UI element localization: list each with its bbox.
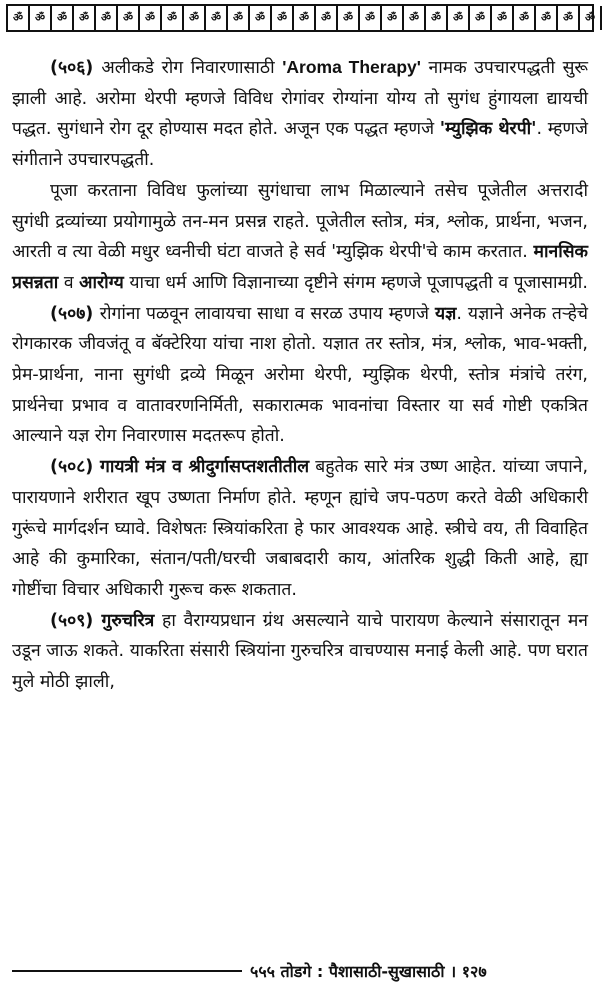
border-om-glyph: ॐ [294,6,316,30]
text-segment: गायत्री मंत्र व श्रीदुर्गासप्तशतीतील [99,457,310,478]
border-om-glyph: ॐ [360,6,382,30]
border-om-glyph: ॐ [382,6,404,30]
page-body [12,52,588,698]
text-segment: . म्हणजे संगीताने उपचारपद्धती. [12,119,589,171]
footer-text: ५५५ तोडगे : पैशासाठी-सुखासाठी । १२७ [250,962,487,981]
border-om-glyph: ॐ [30,6,52,30]
text-segment: हा वैराग्यप्रधान ग्रंथ असल्याने याचे पारायण केल्याने संसारातून मन उडून जाऊ शकते. याकरिता संसारी स्त्रियांना गुरुचरित्र वाचण्यास मनाई केली आहे. पण घरात मुले मोठी झाली, [12,610,589,693]
text-segment: 'Aroma Therapy' [282,57,421,77]
text-segment: नामक उपचारपद्धती सुरू झाली आहे. अरोमा थेरपी म्हणजे विविध रोगांवर रोग्यांना योग्य तो सुगंध हुंगायला द्यायची पद्धत. सुगंधाने रोग दूर होण्यास मदत होते. अजून एक पद्धत म्हणजे [12,58,589,140]
text-segment: . यज्ञाने अनेक तऱ्हेचे रोगकारक जीवजंतू व बॅक्टेरिया यांचा नाश होतो. यज्ञात तर स्तोत्र, मंत्र, श्लोक, भाव-भक्ती, प्रेम-प्रार्थना, नाना सुगंधी द्रव्ये मिळून अरोमा थेरपी, म्युझिक थेरपी, स्तोत्र मंत्रांचे तरंग, प्रार्थनेचा प्रभाव व वातावरणनिर्मिती, सकारात्मक भावनांचा विस्तार या सर्व गोष्टी एकत्रित आल्याने यज्ञ रोग निवारणास मदतरूप होतो. [12,303,588,447]
border-om-glyph: ॐ [272,6,294,30]
text-segment: मानसिक प्रसन्नता [12,242,588,293]
border-om-glyph: ॐ [140,6,162,30]
text-segment: (५०७) [50,303,100,324]
border-om-glyph: ॐ [184,6,206,30]
border-om-glyph: ॐ [426,6,448,30]
text-segment: यज्ञ [434,303,457,324]
text-segment: बहुतेक सारे मंत्र उष्ण आहेत. यांच्या जपाने, पारायणाने शरीरात खूप उष्णता निर्माण होते. म्हणून ह्यांचे जप-पठण करते वेळी अधिकारी गुरूंचे मार्गदर्शन घ्यावे. विशेषतः स्त्रियांकरिता हे फार आवश्यक आहे. स्त्रीचे वय, ती विवाहित आहे की कुमारिका, संतान/पती/घरची जबाबदारी काय, आंतरिक शुद्धी किती आहे, ह्या गोष्टींचा विचार अधिकारी गुरूच करू शकतात. [12,457,589,600]
footer-rule [12,970,242,972]
border-om-glyph: ॐ [228,6,250,30]
decorative-top-border [6,4,594,32]
text-segment: 'म्युझिक थेरपी' [439,119,537,140]
border-om-glyph: ॐ [52,6,74,30]
text-segment: आरोग्य [79,272,124,293]
border-om-glyph: ॐ [316,6,338,30]
text-segment: रोगांना पळवून लावायचा साधा व सरळ उपाय म्हणजे [99,303,435,324]
border-om-glyph: ॐ [580,6,602,30]
border-om-glyph: ॐ [536,6,558,30]
border-om-glyph: ॐ [514,6,536,30]
text-segment: अलीकडे रोग निवारणासाठी [101,58,283,78]
paragraph-506 [12,52,588,176]
border-om-glyph: ॐ [74,6,96,30]
border-om-glyph: ॐ [492,6,514,30]
border-om-glyph: ॐ [250,6,272,30]
border-om-glyph: ॐ [118,6,140,30]
paragraph-508 [12,452,588,606]
text-segment: (५०८) [50,457,100,478]
page-footer [12,958,588,984]
border-om-glyph: ॐ [338,6,360,30]
text-segment: (५०९) [50,610,102,631]
border-om-glyph: ॐ [470,6,492,30]
text-segment: व [58,272,80,293]
border-om-glyph: ॐ [404,6,426,30]
paragraph-509 [12,606,588,698]
paragraph-puja [12,176,588,299]
border-om-glyph: ॐ [206,6,228,30]
border-om-glyph: ॐ [162,6,184,30]
text-segment: याचा धर्म आणि विज्ञानाच्या दृष्टीने संगम म्हणजे पूजापद्धती व पूजासामग्री. [123,272,588,293]
text-segment: (५०६) [50,58,102,78]
text-segment: गुरुचरित्र [101,610,155,631]
paragraph-507 [12,299,588,453]
border-om-glyph: ॐ [8,6,30,30]
border-om-glyph: ॐ [96,6,118,30]
border-om-glyph: ॐ [448,6,470,30]
text-segment: पूजा करताना विविध फुलांच्या सुगंधाचा लाभ मिळाल्याने तसेच पूजेतील अत्तरादी सुगंधी द्रव्यांच्या प्रयोगामुळे तन-मन प्रसन्न राहते. पूजेतील स्तोत्र, मंत्र, श्लोक, प्रार्थना, भजन, आरती व त्या वेळी मधुर ध्वनीची घंटा वाजते हे सर्व 'म्युझिक थेरपी'चे काम करतात. [12,180,588,263]
border-om-glyph: ॐ [558,6,580,30]
